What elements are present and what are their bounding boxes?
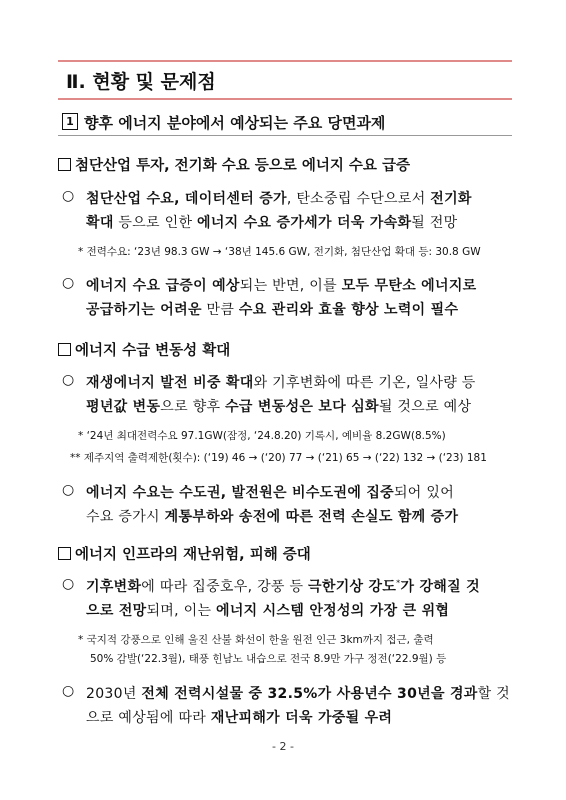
paragraph-line: 에너지 수요 급증이 예상되는 반면, 이를 모두 무탄소 에너지로: [86, 278, 477, 294]
bullet-icon: ○: [62, 188, 75, 204]
paragraph-line: 2030년 전체 전력시설물 중 32.5%가 사용년수 30년을 경과할 것: [86, 686, 511, 702]
footnote: * ‘24년 최대전력수요 97.1GW(잠정, ‘24.8.20) 기록시, 예비율 8.2GW(8.5%): [78, 430, 446, 442]
paragraph-line: 기후변화에 따라 집중호우, 강풍 등 극한기상 강도*가 강해질 것: [86, 578, 480, 595]
checkbox-square-icon: [58, 158, 71, 171]
page-number: - 2 -: [272, 740, 294, 753]
subsection-title-bar: [58, 108, 512, 136]
paragraph-line: 으로 전망되며, 이는 에너지 시스템 안정성의 가장 큰 위협: [86, 603, 450, 619]
bullet-icon: ○: [62, 683, 75, 699]
checkbox-square-icon: [58, 343, 71, 356]
paragraph-line: 수요 증가시 계통부하와 송전에 따른 전력 손실도 함께 증가: [86, 509, 459, 525]
paragraph-line: 재생에너지 발전 비중 확대와 기후변화에 따른 기온, 일사량 등: [86, 375, 476, 391]
bullet-icon: ○: [62, 482, 75, 498]
section-title-bar: [58, 60, 512, 100]
bullet-icon: ○: [62, 372, 75, 388]
paragraph-line: 으로 예상됨에 따라 재난피해가 더욱 가중될 우려: [86, 710, 393, 726]
bullet-icon: ○: [62, 576, 75, 592]
bullet-icon: ○: [62, 275, 75, 291]
block-heading-1: 첨단산업 투자, 전기화 수요 등으로 에너지 수요 급증: [58, 154, 410, 175]
block-heading-2: 에너지 수급 변동성 확대: [58, 339, 230, 360]
footnote: * 전력수요: ‘23년 98.3 GW → ‘38년 145.6 GW, 전기화, 첨단산업 확대 등: 30.8 GW: [78, 246, 481, 258]
paragraph-line: 첨단산업 수요, 데이터센터 증가, 탄소중립 수단으로서 전기화: [86, 191, 472, 207]
paragraph-line: 확대 등으로 인한 에너지 수요 증가세가 더욱 가속화될 전망: [86, 215, 458, 231]
subsection-title: 향후 에너지 분야에서 예상되는 주요 당면과제: [84, 114, 386, 132]
section-title: Ⅱ. 현황 및 문제점: [66, 71, 216, 93]
block-heading-3: 에너지 인프라의 재난위험, 피해 증대: [58, 543, 311, 564]
paragraph-line: 공급하기는 어려운 만큼 수요 관리와 효율 향상 노력이 필수: [86, 302, 459, 318]
paragraph-line: 평년값 변동으로 향후 수급 변동성은 보다 심화될 것으로 예상: [86, 399, 472, 415]
subsection-number: 1: [62, 113, 78, 130]
footnote: ** 제주지역 출력제한(횟수): (‘19) 46 → (‘20) 77 → (‘21) 65 → (‘22) 132 → (‘23) 181: [70, 452, 487, 464]
footnote: * 국지적 강풍으로 인해 울진 산불 화선이 한울 원전 인근 3km까지 접근, 출력: [78, 634, 434, 646]
checkbox-square-icon: [58, 547, 71, 560]
footnote: 50% 감발(‘22.3월), 태풍 힌남노 내습으로 전국 8.9만 가구 정전(‘22.9월) 등: [90, 653, 447, 665]
paragraph-line: 에너지 수요는 수도권, 발전원은 비수도권에 집중되어 있어: [86, 485, 455, 501]
